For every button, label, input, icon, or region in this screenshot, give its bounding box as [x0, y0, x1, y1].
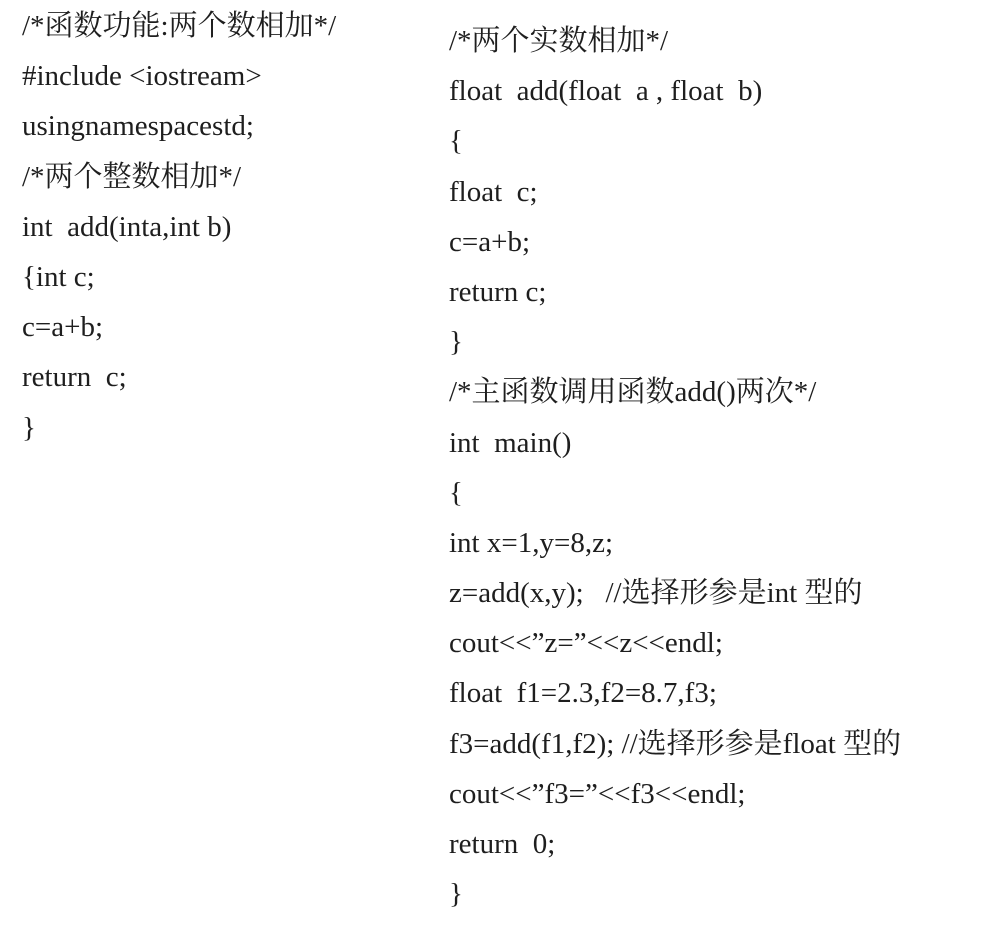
- code-line-comment-header: /*函数功能:两个数相加*/: [22, 10, 337, 42]
- code-line-int-add-signature: int add(inta,int b): [22, 210, 232, 243]
- code-line-float-declaration: float c;: [449, 175, 538, 208]
- code-line-int-variables: int x=1,y=8,z;: [449, 526, 614, 559]
- code-line-include: #include <iostream>: [22, 60, 262, 93]
- code-line-float-add-call: f3=add(f1,f2); //选择形参是float 型的: [449, 727, 902, 760]
- code-line-float-variables: float f1=2.3,f2=8.7,f3;: [449, 677, 717, 710]
- code-line-comment-int-add: /*两个整数相加*/: [22, 160, 242, 193]
- code-line-cout-f3: cout<<”f3=”<<f3<<endl;: [449, 777, 746, 810]
- code-line-return-zero: return 0;: [449, 828, 556, 860]
- code-line-namespace: usingnamespacestd;: [22, 110, 254, 143]
- code-line-int-declaration: {int c;: [22, 260, 95, 293]
- code-line-float-add-signature: float add(float a , float b): [449, 75, 763, 108]
- code-line-closing-brace: }: [449, 878, 463, 911]
- code-line-closing-brace: }: [449, 326, 463, 359]
- code-line-sum-assignment: c=a+b;: [22, 311, 104, 344]
- code-line-opening-brace: {: [449, 476, 463, 509]
- code-line-comment-float-add: /*两个实数相加*/: [449, 25, 669, 57]
- code-line-closing-brace: }: [22, 411, 36, 444]
- code-line-return: return c;: [22, 361, 127, 394]
- code-line-int-add-call: z=add(x,y); //选择形参是int 型的: [449, 577, 863, 610]
- code-line-return: return c;: [449, 275, 547, 308]
- left-code-column: [22, 1, 336, 453]
- code-line-cout-z: cout<<”z=”<<z<<endl;: [449, 627, 723, 660]
- code-line-opening-brace: {: [449, 125, 463, 158]
- code-line-sum-assignment: c=a+b;: [449, 225, 531, 258]
- code-line-comment-main: /*主函数调用函数add()两次*/: [449, 376, 817, 409]
- code-line-main-signature: int main(): [449, 426, 572, 459]
- right-code-column: [449, 16, 901, 919]
